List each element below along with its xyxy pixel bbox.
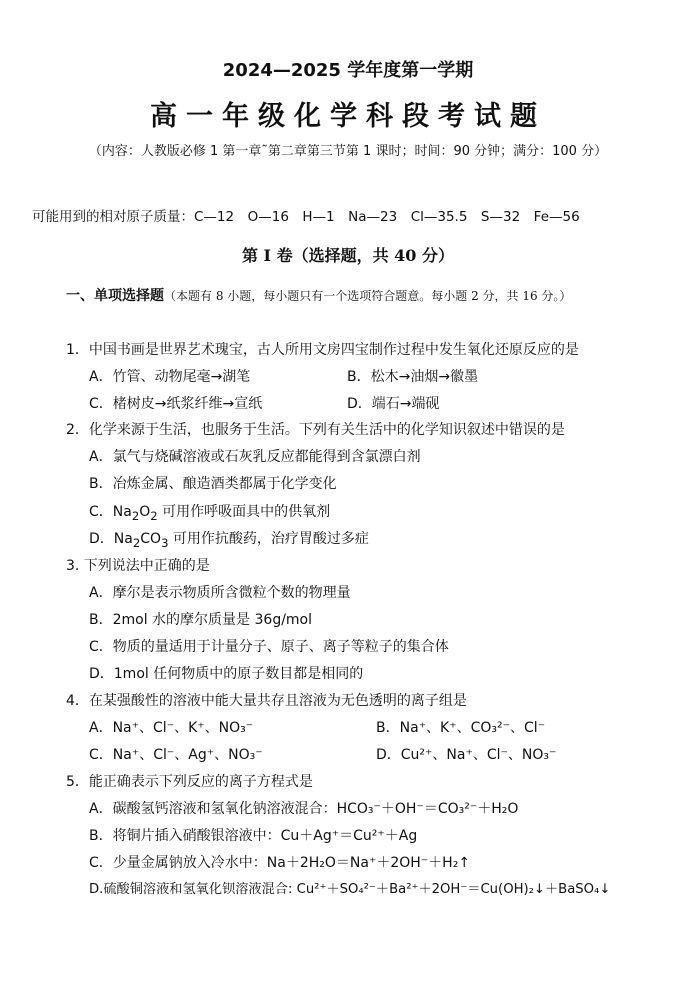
section-label: 一、单项选择题 [66, 288, 164, 304]
question-4-option-b: B．Na⁺、K⁺、CO₃²⁻、Cl⁻ [376, 720, 546, 736]
atomic-masses: 可能用到的相对原子质量：C—12 O—16 H—1 Na—23 Cl—35.5 S—32 Fe—56 [32, 209, 580, 225]
question-5-stem: 5．能正确表示下列反应的离子方程式是 [66, 774, 313, 790]
question-4-stem: 4．在某强酸性的溶液中能大量共存且溶液为无色透明的离子组是 [66, 693, 467, 709]
q2-c-sub2: 2 [150, 508, 158, 523]
section-note: （本题有 8 小题，每小题只有一个选项符合题意。每小题 2 分，共 16 分。） [164, 289, 572, 303]
question-1-option-d: D．端石→端砚 [347, 396, 440, 412]
question-4-option-d: D．Cu²⁺、Na⁺、Cl⁻、NO₃⁻ [376, 747, 557, 763]
question-5-option-d: D.硫酸铜溶液和氢氧化钡溶液混合: Cu²⁺＋SO₄²⁻＋Ba²⁺＋2OH⁻＝Cu(OH)₂↓＋BaSO₄↓ [89, 882, 611, 897]
exam-subtitle: （内容：人教版必修 1 第一章˜第二章第三节第 1 课时；时间：90 分钟；满分：100 分） [88, 144, 608, 159]
q2-d-mid: CO [140, 531, 162, 547]
q2-c-sub1: 2 [131, 508, 140, 523]
question-2-option-c [89, 503, 330, 525]
q2-d-text: 可用作抗酸药，治疗胃酸过多症 [168, 531, 369, 547]
q2-d-sub2: 3 [161, 535, 169, 550]
question-3-option-b: B．2mol 水的摩尔质量是 36g/mol [89, 612, 313, 628]
q2-c-mid: O [139, 504, 151, 520]
part-title: 第 I 卷（选择题，共 40 分） [241, 246, 455, 265]
question-3-stem: 3. 下列说法中正确的是 [66, 558, 210, 574]
question-4-option-c: C．Na⁺、Cl⁻、Ag⁺、NO₃⁻ [89, 747, 263, 763]
exam-title: 高一年级化学科段考试题 [150, 101, 546, 132]
question-5-option-b: B．将铜片插入硝酸银溶液中：Cu＋Ag⁺＝Cu²⁺＋Ag [89, 828, 418, 844]
question-2-stem: 2．化学来源于生活，也服务于生活。下列有关生活中的化学知识叙述中错误的是 [66, 422, 565, 438]
question-5-option-a: A．碳酸氢钙溶液和氢氧化钠溶液混合：HCO₃⁻＋OH⁻＝CO₃²⁻＋H₂O [89, 801, 519, 817]
question-4-option-a: A．Na⁺、Cl⁻、K⁺、NO₃⁻ [89, 720, 254, 736]
question-3-option-a: A．摩尔是表示物质所含微粒个数的物理量 [89, 585, 351, 601]
q2-d-prefix: D．Na [89, 531, 133, 547]
question-3-option-c: C．物质的量适用于计量分子、原子、离子等粒子的集合体 [89, 639, 449, 655]
question-2-option-a: A．氯气与烧碱溶液或石灰乳反应都能得到含氯漂白剂 [89, 449, 421, 465]
question-3-option-d: D．1mol 任何物质中的原子数目都是相同的 [89, 666, 364, 682]
exam-year: 2024—2025 学年度第一学期 [222, 60, 474, 81]
q2-c-text: 可用作呼吸面具中的供氧剂 [157, 504, 331, 520]
question-2-option-b: B．冶炼金属、酿造酒类都属于化学变化 [89, 476, 337, 492]
section-heading [66, 283, 666, 310]
question-2-option-d [89, 530, 369, 552]
question-1-option-c: C．楮树皮→纸浆纤维→宣纸 [89, 396, 263, 412]
question-5-option-c: C．少量金属钠放入冷水中：Na＋2H₂O＝Na⁺＋2OH⁻＋H₂↑ [89, 855, 471, 871]
question-1-option-b: B．松木→油烟→徽墨 [347, 369, 479, 385]
q2-c-prefix: C．Na [89, 504, 132, 520]
question-1-option-a: A．竹管、动物尾毫→湖笔 [89, 369, 251, 385]
question-1-stem: 1．中国书画是世界艺术瑰宝，古人所用文房四宝制作过程中发生氧化还原反应的是 [66, 342, 579, 358]
q2-d-sub1: 2 [132, 535, 141, 550]
